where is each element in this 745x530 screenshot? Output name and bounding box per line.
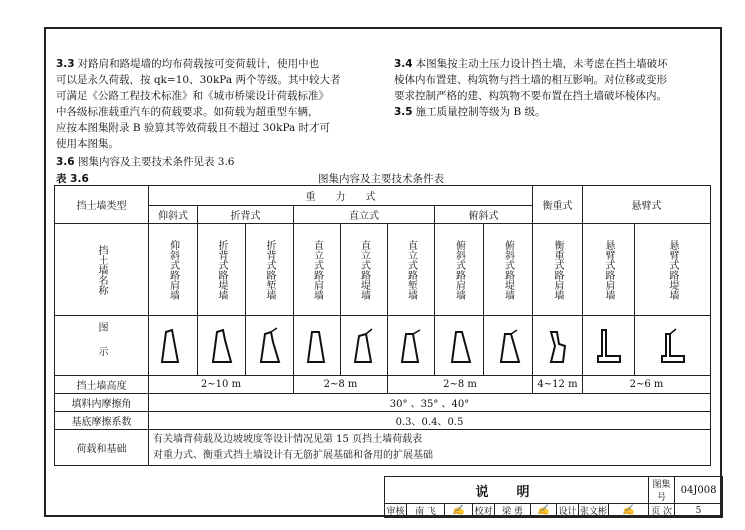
wall-name: 折背式路堑墙 — [264, 239, 275, 300]
row-label-friction: 填料内摩擦角 — [55, 394, 149, 412]
row-label-name — [55, 224, 149, 316]
name-cell — [294, 224, 341, 316]
name-cell — [388, 224, 435, 316]
paragraph-3-5-number: 3.5 — [394, 106, 413, 118]
atlas-number: 04J008 — [675, 477, 723, 504]
figure-cell — [294, 316, 341, 376]
load-cell — [149, 430, 711, 466]
wall-name: 悬臂式路堤墙 — [667, 239, 678, 300]
page-label: 页 次 — [649, 504, 675, 518]
figure-cell — [149, 316, 198, 376]
name-cell — [484, 224, 533, 316]
section-3-6-text: 图集内容及主要技术条件见表 3.6 — [77, 156, 235, 168]
header-cantilever: 悬臂式 — [583, 186, 711, 224]
title-block — [384, 476, 723, 518]
reviewer-name: 南 飞 — [407, 504, 445, 518]
header-balance: 衡重式 — [533, 186, 583, 224]
wall-name: 直立式路肩墙 — [311, 239, 323, 300]
row-label-height: 挡土墙高度 — [55, 376, 149, 394]
wall-name: 俯斜式路堤墙 — [502, 239, 514, 300]
subheader-zhebei: 折背式 — [198, 206, 294, 224]
review-label: 审核 — [385, 504, 407, 518]
wall-name: 悬臂式路肩墙 — [603, 239, 614, 300]
sheet-title: 说明 — [385, 477, 649, 504]
wall-section-zhili-3 — [396, 326, 426, 366]
height-value: 2~6 m — [583, 376, 711, 394]
wall-name: 衡重式路肩墙 — [552, 239, 563, 300]
name-cell — [149, 224, 198, 316]
figure-cell — [533, 316, 583, 376]
wall-section-zhebei-1 — [207, 326, 237, 366]
atlas-label: 图集号 — [649, 477, 675, 504]
checker-signature: ✍ — [531, 504, 557, 518]
reviewer-signature: ✍ — [445, 504, 473, 518]
spec-table — [54, 185, 711, 466]
wall-section-zhebei-2 — [255, 326, 285, 366]
wall-section-hengzhong — [543, 326, 573, 366]
wall-name: 直立式路堤墙 — [358, 239, 370, 300]
design-label: 设计 — [557, 504, 579, 518]
name-cell — [533, 224, 583, 316]
section-3-6-number: 3.6 — [56, 156, 75, 168]
load-line-1: 有关墙背荷载及边坡坡度等设计情况见第 15 页挡土墙荷载表 — [153, 433, 423, 445]
check-label: 校对 — [473, 504, 495, 518]
table-label: 表 3.6 — [56, 173, 89, 185]
designer-name: 张文彬 — [579, 504, 609, 518]
figure-cell — [388, 316, 435, 376]
row-label-figure-text: 图示 — [96, 321, 107, 370]
wall-section-zhili-2 — [349, 326, 379, 366]
paragraph-3-5-text: 施工质量控制等级为 B 级。 — [415, 106, 546, 118]
paragraph-3-3-number: 3.3 — [56, 58, 75, 70]
paragraph-3-3-text: 对路肩和路堤墙的均布荷载按可变荷载计，使用中也 可以是永久荷载，按 qk=10、30kPa 两个等级。其中较大者 可满足《公路工程技术标准》和《城市桥梁设计荷载标准》 中各级标准载重汽车的荷载要求。如荷载为超重型车辆， 应按本图集附录 B 验算其等效荷载且不超过 30kPa 时才可 使用本图集。 — [56, 58, 341, 150]
checker-name: 梁 勇 — [495, 504, 531, 518]
load-line-2: 对重力式、衡重式挡土墙设计有无筋扩展基础和备用的扩展基础 — [153, 449, 433, 461]
page-number: 5 — [675, 504, 723, 518]
figure-cell — [246, 316, 294, 376]
wall-section-xuanbi-2 — [658, 326, 688, 366]
header-wall-type: 挡土墙类型 — [55, 186, 149, 224]
row-label-name-text: 挡土墙名称 — [96, 244, 107, 295]
height-value: 2~10 m — [149, 376, 294, 394]
friction-values: 30° 、35° 、40° — [149, 394, 711, 412]
paragraph-3-4-text: 本图集按主动土压力设计挡土墙，未考虑在挡土墙破坏 棱体内布置建、构筑物与挡土墙的相互影响。对位移或变形 要求控制严格的建、构筑物不要布置在挡土墙破坏棱体内。 — [394, 58, 668, 102]
name-cell — [246, 224, 294, 316]
figure-cell — [635, 316, 711, 376]
row-label-load: 荷载和基础 — [55, 430, 149, 466]
wall-name: 折背式路堤墙 — [216, 239, 227, 300]
name-cell — [583, 224, 635, 316]
wall-section-fuxie-1 — [444, 326, 474, 366]
wall-name: 直立式路堑墙 — [405, 239, 417, 300]
wall-section-yangxie — [158, 326, 188, 366]
subheader-zhili: 直立式 — [294, 206, 435, 224]
row-label-base: 基底摩擦系数 — [55, 412, 149, 430]
name-cell — [435, 224, 484, 316]
height-value: 4~12 m — [533, 376, 583, 394]
wall-name: 俯斜式路肩墙 — [453, 239, 465, 300]
table-title: 图集内容及主要技术条件表 — [318, 173, 444, 185]
figure-cell — [484, 316, 533, 376]
height-value: 2~8 m — [388, 376, 533, 394]
figure-cell — [198, 316, 246, 376]
designer-signature: ✍ — [609, 504, 649, 518]
figure-cell — [583, 316, 635, 376]
wall-name: 仰斜式路肩墙 — [167, 239, 179, 300]
name-cell — [635, 224, 711, 316]
base-values: 0.3、0.4、0.5 — [149, 412, 711, 430]
paragraph-3-3 — [56, 40, 356, 152]
wall-section-fuxie-2 — [493, 326, 523, 366]
subheader-yangxie: 仰斜式 — [149, 206, 198, 224]
paragraph-3-4-number: 3.4 — [394, 58, 413, 70]
wall-section-xuanbi-1 — [594, 326, 624, 366]
paragraph-3-5 — [394, 88, 712, 120]
row-label-figure — [55, 316, 149, 376]
subheader-fuxie: 俯斜式 — [435, 206, 533, 224]
figure-cell — [341, 316, 388, 376]
section-3-6-heading — [56, 154, 235, 169]
height-value: 2~8 m — [294, 376, 388, 394]
figure-cell — [435, 316, 484, 376]
name-cell — [341, 224, 388, 316]
header-gravity: 重 力 式 — [149, 186, 533, 206]
name-cell — [198, 224, 246, 316]
wall-section-zhili-1 — [302, 326, 332, 366]
